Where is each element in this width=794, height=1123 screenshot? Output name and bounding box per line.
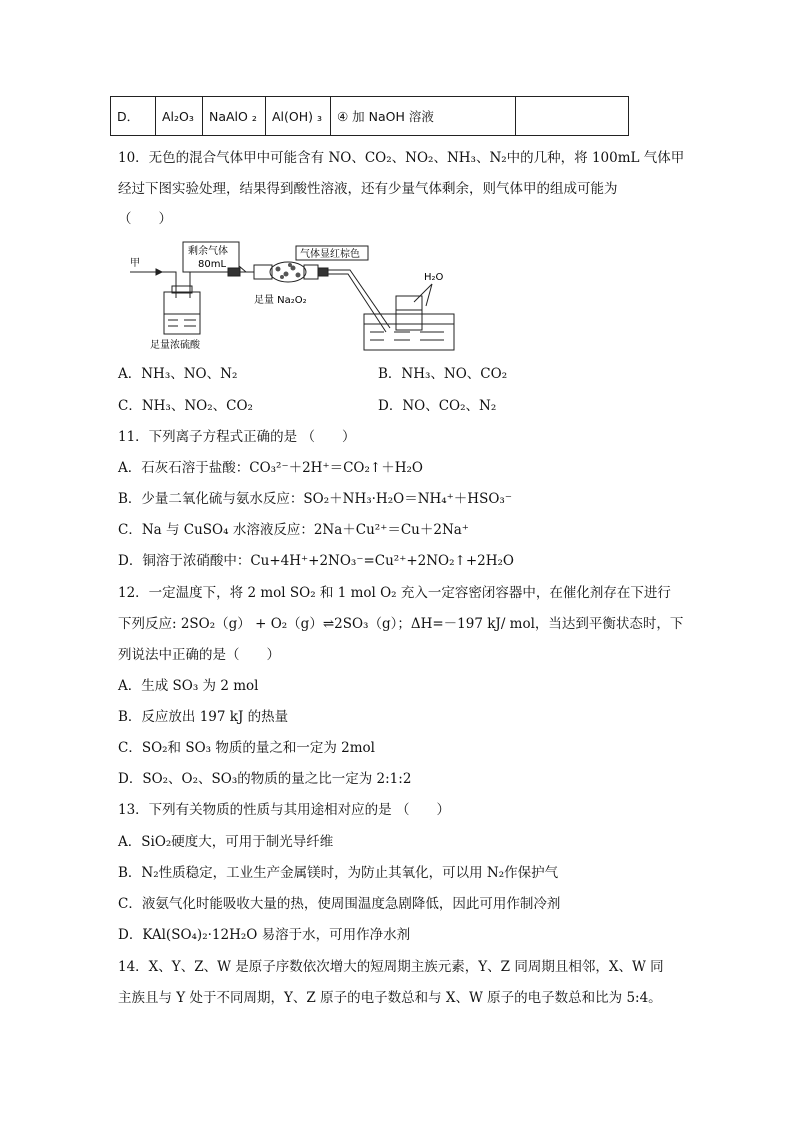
q10-option-d: D．NO、CO₂、N₂ [378, 398, 497, 414]
q13-option-d: D．KAl(SO₄)₂·12H₂O 易溶于水，可用作净水剂 [118, 927, 411, 943]
q13-option-b: B．N₂性质稳定，工业生产金属镁时，为防止其氧化，可以用 N₂作保护气 [118, 865, 559, 881]
q12-option-c: C．SO₂和 SO₃ 物质的量之和一定为 2mol [118, 740, 375, 756]
q10-option-b: B．NH₃、NO、CO₂ [378, 366, 508, 382]
q10-stem-line3: （ ） [118, 211, 172, 227]
q11-stem: 11．下列离子方程式正确的是 （ ） [118, 429, 356, 445]
table-cell: D． [111, 97, 156, 136]
q10-option-c: C．NH₃、NO₂、CO₂ [118, 398, 253, 414]
diagram-label-red-gas: 气体显红棕色 [300, 249, 360, 260]
diagram-label-h2so4: 足量浓硫酸 [150, 340, 200, 351]
q10-stem-line1: 10．无色的混合气体甲中可能含有 NO、CO₂、NO₂、NH₃、N₂中的几种，将 100mL 气体甲 [118, 150, 685, 166]
q11-option-b: B．少量二氧化硫与氨水反应：SO₂＋NH₃·H₂O＝NH₄⁺＋HSO₃⁻ [118, 491, 512, 507]
q12-option-a: A．生成 SO₃ 为 2 mol [118, 678, 259, 694]
q12-stem-line3: 列说法中正确的是（ ） [118, 647, 280, 663]
answer-table [110, 96, 629, 136]
q10-option-a: A．NH₃、NO、N₂ [118, 366, 238, 382]
q12-stem-line1: 12．一定温度下，将 2 mol SO₂ 和 1 mol O₂ 充入一定容密闭容器中，在催化剂存在下进行 [118, 585, 671, 601]
diagram-label-remain: 剩余气体 [188, 246, 228, 257]
table-cell [516, 97, 629, 136]
q13-stem: 13．下列有关物质的性质与其用途相对应的是 （ ） [118, 802, 450, 818]
q13-option-a: A．SiO₂硬度大，可用于制光导纤维 [118, 834, 334, 850]
q12-option-d: D．SO₂、O₂、SO₃的物质的量之比一定为 2:1:2 [118, 771, 412, 787]
apparatus-diagram [128, 236, 458, 356]
q13-option-c: C．液氨气化时能吸收大量的热，使周围温度急剧降低，因此可用作制冷剂 [118, 896, 561, 912]
table-row [111, 97, 629, 136]
q14-stem-line2: 主族且与 Y 处于不同周期，Y、Z 原子的电子数总和与 X、W 原子的电子数总和比为 5:4。 [118, 990, 662, 1006]
q11-option-c: C．Na 与 CuSO₄ 水溶液反应：2Na＋Cu²⁺＝Cu＋2Na⁺ [118, 522, 469, 538]
table-cell: Al₂O₃ [156, 97, 203, 136]
q12-stem-line2: 下列反应: 2SO₂（g） + O₂（g）⇌2SO₃（g）；ΔH=－197 kJ/ mol，当达到平衡状态时，下 [118, 616, 684, 632]
q11-option-a: A．石灰石溶于盐酸：CO₃²⁻＋2H⁺＝CO₂↑＋H₂O [118, 460, 423, 476]
diagram-label-volume: 80mL [198, 259, 227, 270]
q14-stem-line1: 14．X、Y、Z、W 是原子序数依次增大的短周期主族元素，Y、Z 同周期且相邻，X、W 同 [118, 959, 664, 975]
table-cell: NaAlO ₂ [203, 97, 266, 136]
table-cell: Al(OH) ₃ [266, 97, 331, 136]
diagram-label-h2o: H₂O [424, 272, 444, 283]
table-cell: ④ 加 NaOH 溶液 [331, 97, 516, 136]
diagram-label-na2o2: 足量 Na₂O₂ [254, 295, 307, 306]
q12-option-b: B．反应放出 197 kJ 的热量 [118, 709, 289, 725]
diagram-label-jia: 甲 [130, 258, 140, 269]
q10-stem-line2: 经过下图实验处理，结果得到酸性溶液，还有少量气体剩余，则气体甲的组成可能为 [118, 181, 618, 197]
q11-option-d: D．铜溶于浓硝酸中：Cu+4H⁺+2NO₃⁻=Cu²⁺+2NO₂↑+2H₂O [118, 553, 514, 569]
